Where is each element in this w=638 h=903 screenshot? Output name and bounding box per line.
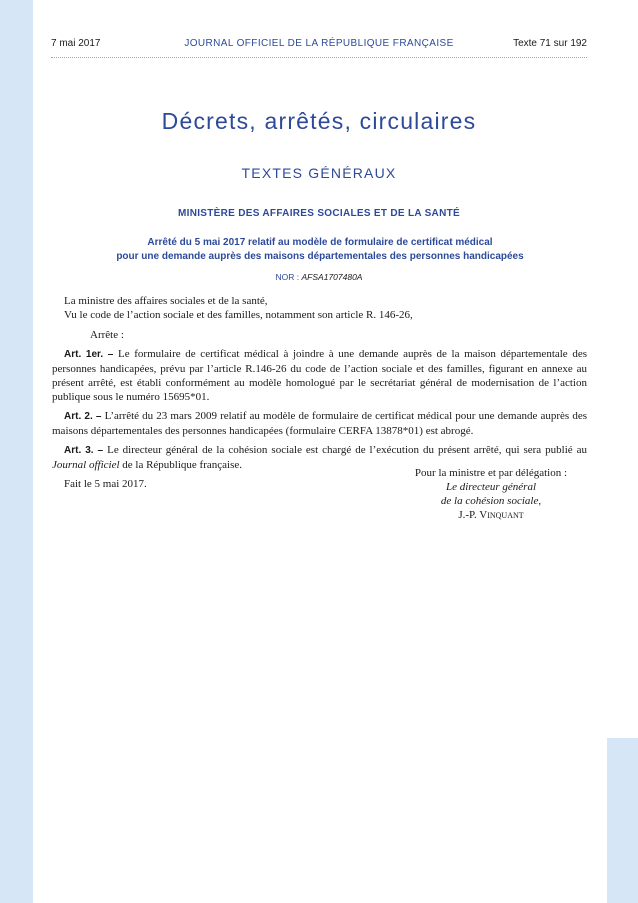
- section-title: Décrets, arrêtés, circulaires: [161, 108, 477, 134]
- nor-reference: [0, 272, 638, 282]
- closing-date: Fait le 5 mai 2017.: [64, 478, 147, 490]
- right-margin-band: [607, 738, 638, 903]
- decree-title-line-1: Arrêté du 5 mai 2017 relatif au modèle de formulaire de certificat médical: [147, 237, 493, 248]
- preamble-line-2: Vu le code de l’action sociale et des familles, notamment son article R. 146-26,: [64, 309, 413, 321]
- article-2-text: L’arrêté du 23 mars 2009 relatif au modèle de formulaire de certificat médical pour une demande auprès des maisons départementales des personnes handicapées (formulaire CERFA 13878*01) est abrogé.: [52, 410, 587, 437]
- signature-line-3: de la cohésion sociale,: [440, 495, 542, 507]
- preamble-line-1: La ministre des affaires sociales et de la santé,: [64, 295, 268, 307]
- decree-title: [60, 236, 580, 264]
- nor-label: NOR :: [275, 272, 300, 282]
- article-2-label: Art. 2. –: [64, 411, 102, 422]
- decree-body: [52, 294, 587, 491]
- nor-value: AFSA1707480A: [301, 272, 363, 282]
- arrete-line: Arrête :: [90, 329, 124, 341]
- article-3-text-before: Le directeur général de la cohésion sociale est chargé de l’exécution du présent arrêté, qui sera publié au: [107, 444, 587, 456]
- ministry-name: MINISTÈRE DES AFFAIRES SOCIALES ET DE LA SANTÉ: [178, 208, 460, 219]
- header-journal-title: JOURNAL OFFICIEL DE LA RÉPUBLIQUE FRANÇAISE: [184, 38, 454, 49]
- article-1-label: Art. 1er. –: [64, 349, 114, 360]
- article-3-label: Art. 3. –: [64, 445, 104, 456]
- article-1-text: Le formulaire de certificat médical à joindre à une demande auprès de la maison départementale des personnes handicapées, prévu par l’article R.146-26 du code de l’action sociale et des familles, figurant en annexe au présent arrêté, est établi conformément au modèle homologué par le secrétariat général de modernisation de l’action publique sous le numéro 15695*01.: [52, 348, 587, 403]
- article-1: [52, 347, 587, 404]
- signature-block: [395, 466, 587, 522]
- left-margin-band: [0, 0, 33, 903]
- header-date: 7 mai 2017: [51, 38, 101, 49]
- section-subtitle: TEXTES GÉNÉRAUX: [241, 165, 397, 181]
- signatory-name: J.-P. Vinquant: [458, 509, 524, 521]
- article-2: [52, 409, 587, 438]
- header-page-number: Texte 71 sur 192: [513, 38, 587, 49]
- article-3-text-after: de la République française.: [122, 459, 242, 471]
- signature-line-1: Pour la ministre et par délégation :: [414, 467, 568, 479]
- page-header: [51, 38, 587, 54]
- header-divider: [51, 57, 587, 58]
- signature-line-2: Le directeur général: [445, 481, 536, 493]
- decree-title-line-2: pour une demande auprès des maisons départementales des personnes handicapées: [116, 251, 524, 262]
- article-3-journal-italic: Journal officiel: [52, 459, 120, 471]
